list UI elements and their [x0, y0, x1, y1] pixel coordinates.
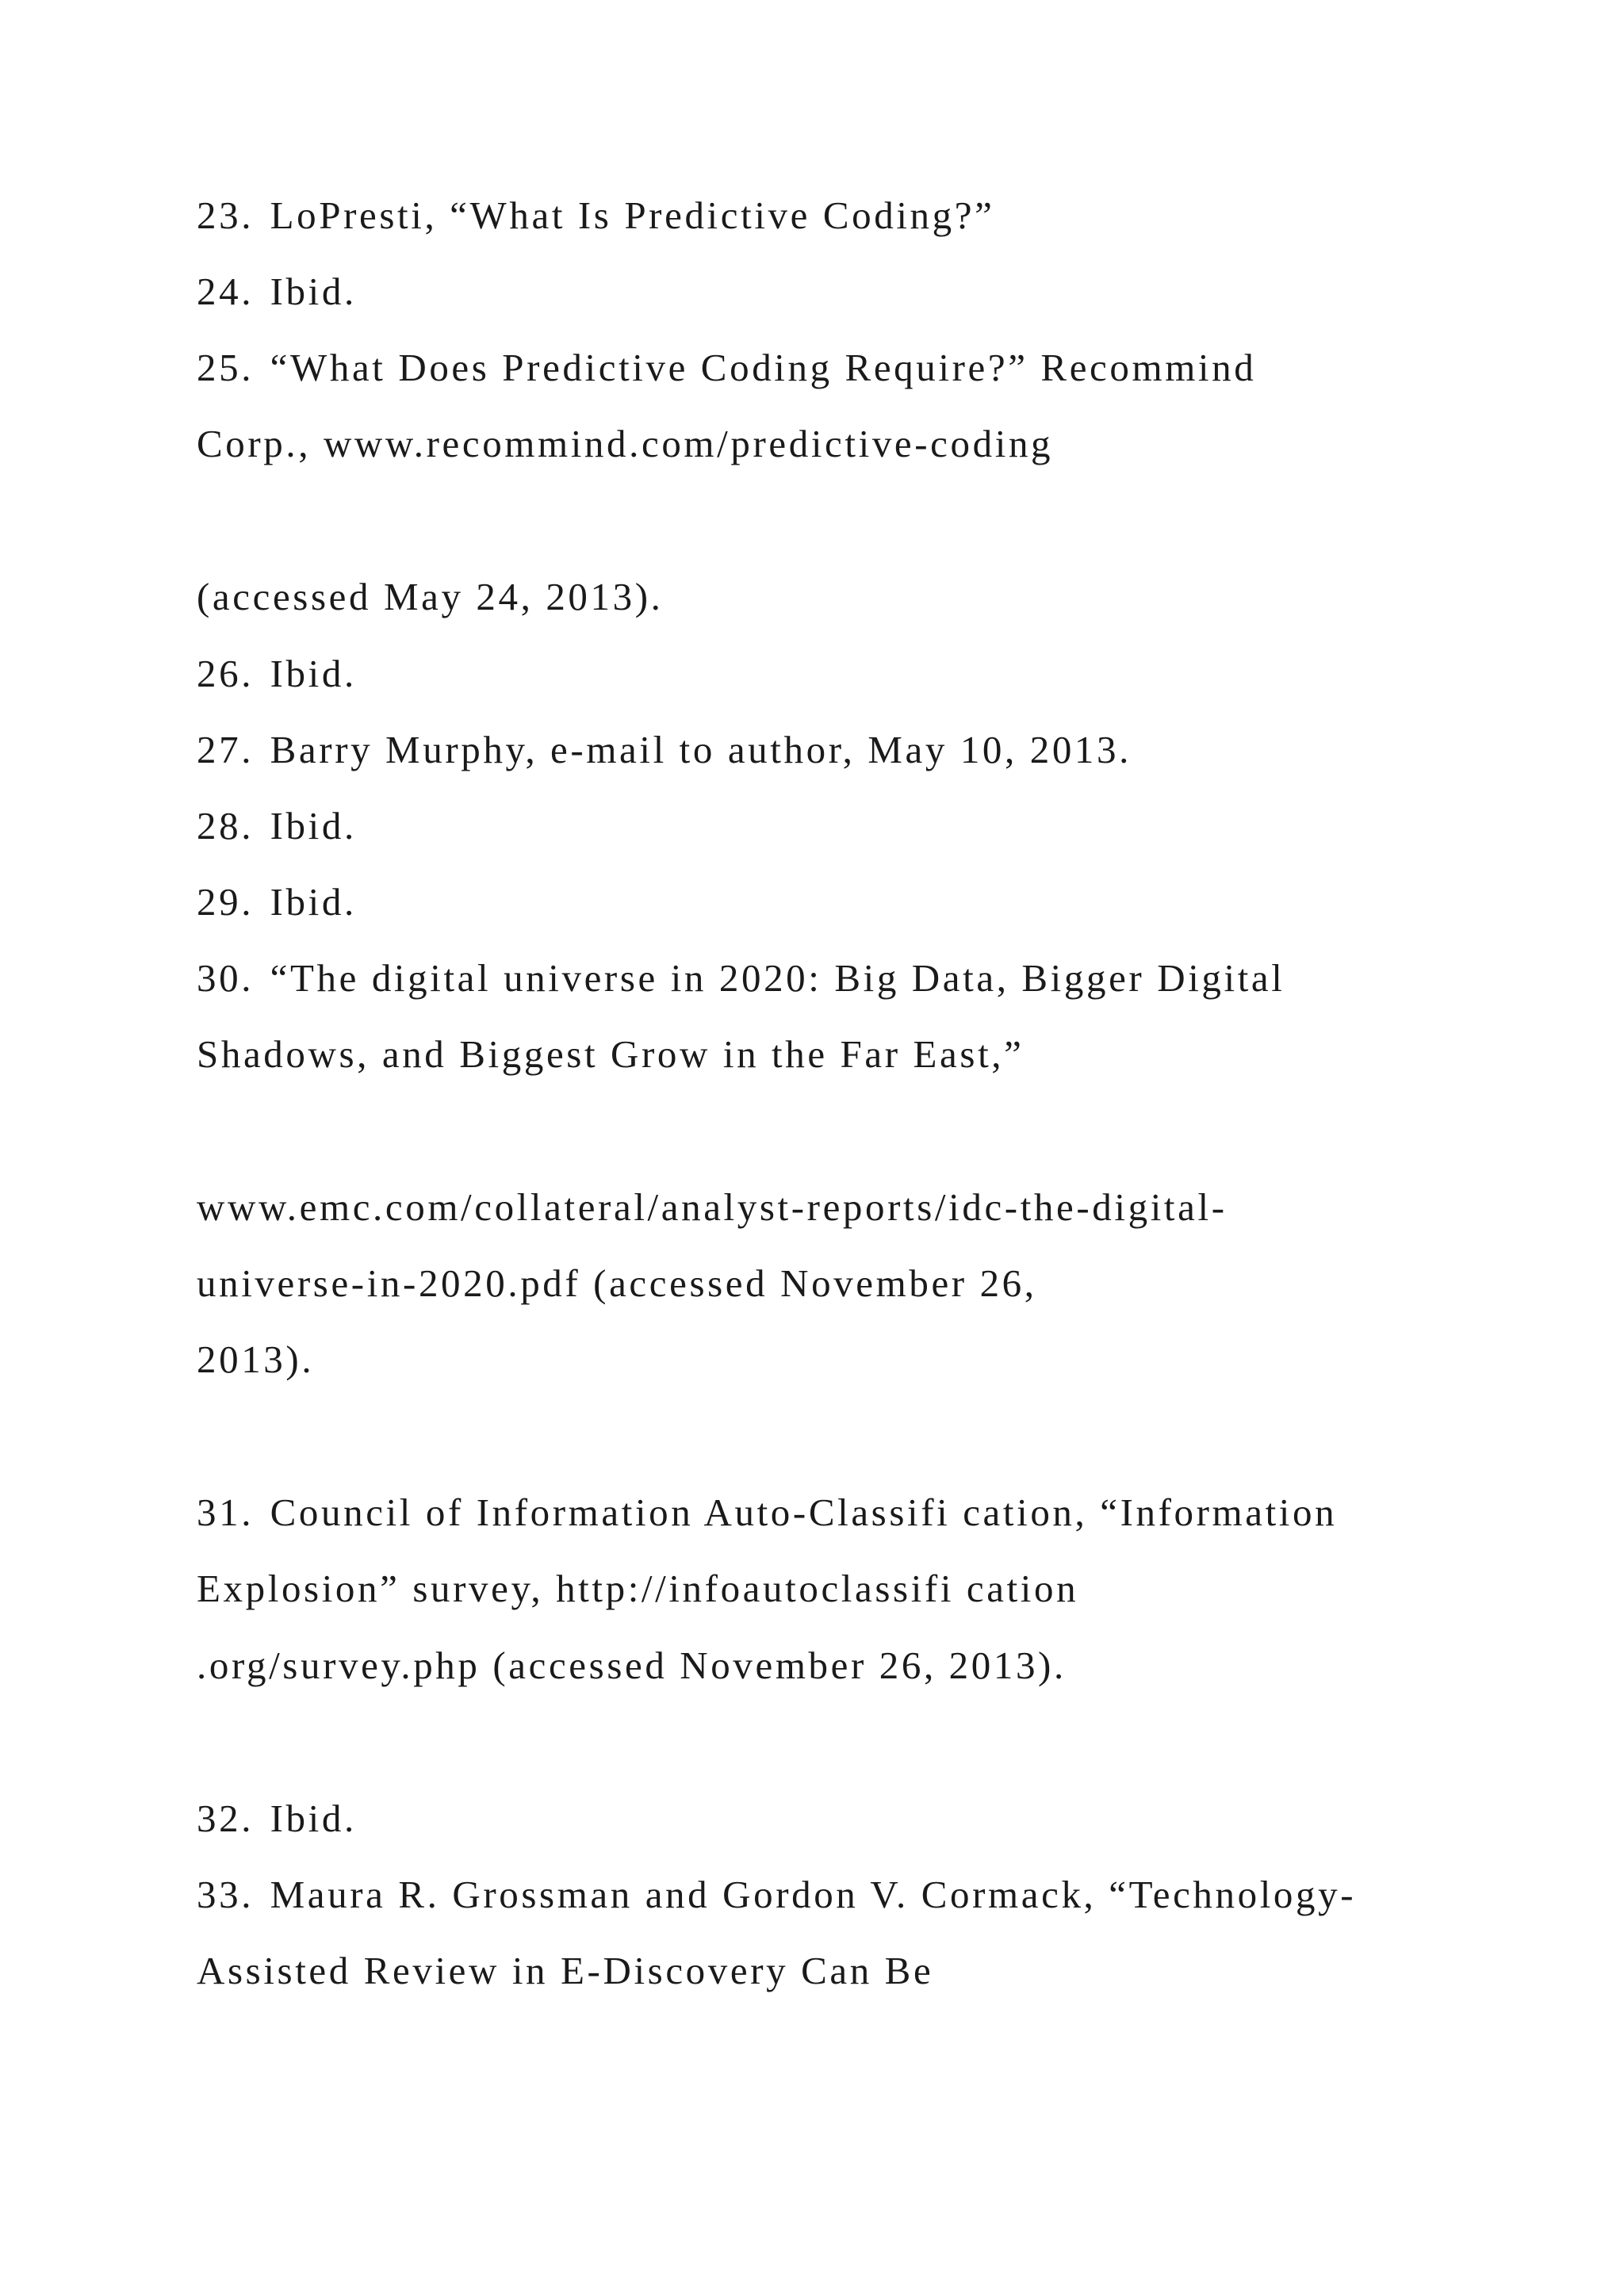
note-text: Council of Information Auto-Classifi cation, “Information	[270, 1490, 1338, 1534]
note-number: 24.	[197, 270, 255, 313]
note-23	[197, 193, 995, 237]
note-31-line-2: Explosion” survey, http://infoautoclassifi cation	[197, 1567, 1079, 1610]
note-32	[197, 1799, 357, 1838]
note-number: 23.	[197, 193, 255, 237]
note-30-line-3: www.emc.com/collateral/analyst-reports/idc-the-digital-	[197, 1185, 1228, 1229]
note-text: Ibid.	[270, 652, 357, 695]
note-28	[197, 804, 357, 848]
note-number: 28.	[197, 804, 255, 848]
note-number: 32.	[197, 1797, 255, 1840]
note-text: LoPresti, “What Is Predictive Coding?”	[270, 193, 995, 237]
note-number: 26.	[197, 652, 255, 695]
note-25-line-3: (accessed May 24, 2013).	[197, 575, 664, 618]
note-30	[197, 956, 1285, 1000]
note-30-line-2: Shadows, and Biggest Grow in the Far East,”	[197, 1032, 1025, 1076]
note-text: Ibid.	[270, 1797, 357, 1840]
note-30-line-4: universe-in-2020.pdf (accessed November 26,	[197, 1261, 1037, 1305]
note-25-line-2: Corp., www.recommind.com/predictive-coding	[197, 422, 1054, 465]
note-24	[197, 272, 357, 311]
note-text: Maura R. Grossman and Gordon V. Cormack, “Technology-	[270, 1873, 1357, 1916]
note-29	[197, 880, 357, 924]
note-number: 31.	[197, 1490, 255, 1534]
note-33-line-2: Assisted Review in E-Discovery Can Be	[197, 1949, 934, 1992]
note-27	[197, 730, 1132, 769]
note-text: Barry Murphy, e-mail to author, May 10, 2013.	[270, 728, 1132, 771]
note-33	[197, 1875, 1356, 1914]
note-text: “The digital universe in 2020: Big Data, Bigger Digital	[270, 956, 1285, 1000]
note-number: 30.	[197, 956, 255, 1000]
note-31	[197, 1490, 1338, 1534]
note-number: 29.	[197, 880, 255, 924]
note-number: 33.	[197, 1873, 255, 1916]
note-25	[197, 348, 1256, 387]
note-number: 27.	[197, 728, 255, 771]
note-text: “What Does Predictive Coding Require?” Recommind	[270, 346, 1257, 389]
note-text: Ibid.	[270, 270, 357, 313]
note-30-line-5: 2013).	[197, 1337, 315, 1381]
note-text: Ibid.	[270, 880, 357, 924]
note-26	[197, 654, 357, 693]
note-31-line-3: .org/survey.php (accessed November 26, 2013).	[197, 1644, 1067, 1687]
note-number: 25.	[197, 346, 255, 389]
note-text: Ibid.	[270, 804, 357, 848]
